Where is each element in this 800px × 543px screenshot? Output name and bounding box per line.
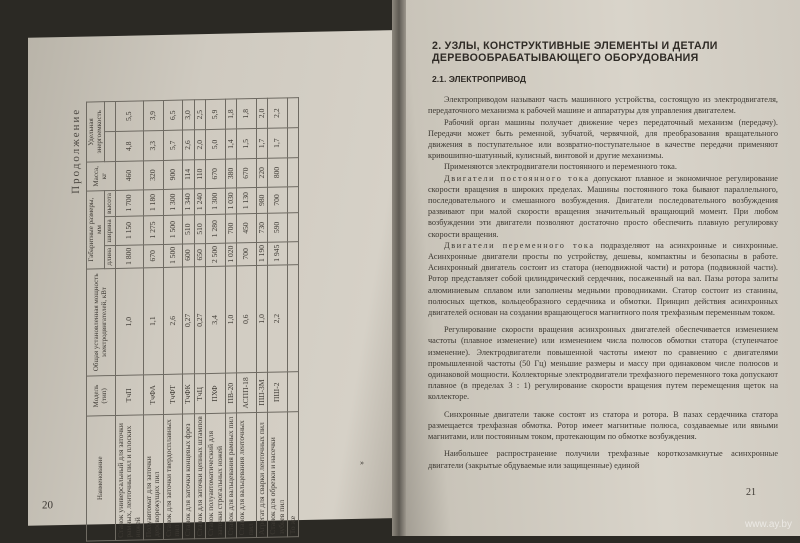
footnote-mark: » [360,457,364,467]
section-title: 2.1. ЭЛЕКТРОПРИВОД [432,74,527,84]
paragraph: Рабочий орган машины получает движение через передаточный механизм (передачу). Передачи может быть ременной, зубчатой, червячной, для преобразования вращательного движения в поступательное или возвратно-поступательное в качестве передачи применяют кривошипно-шатунный, кулисный, винтовой и другие механизмы. [428,117,778,161]
cell-mass: 110 [194,160,205,189]
cell-mass: 220 [256,158,267,187]
open-book [8,0,800,536]
cell-power: 1,0 [256,265,267,373]
table-row [194,100,205,539]
cell-length: 1 190 [256,242,267,265]
cell-height: 1 030 [225,188,236,214]
left-page [28,30,400,538]
col-length: длина [105,245,116,268]
term-ac-motors: Двигатели переменного тока [444,240,595,250]
cell-model: ТчФТ [163,374,183,414]
cell-model [287,372,298,412]
col-name: Наименование [87,415,116,541]
cell-length: 700 [237,242,257,265]
col-height: высота [105,190,116,216]
cell-width: 450 [237,213,257,242]
cell-model: ТчФК [183,374,194,414]
rotated-table-block [68,95,378,541]
cell-length: 650 [194,243,205,266]
cell-v1 [287,128,298,158]
cell-height: 1 340 [183,189,194,215]
cell-width: 1 500 [163,215,183,244]
cell-height: 1 300 [163,189,183,216]
table-row [256,98,267,537]
chapter-title: 2. УЗЛЫ, КОНСТРУКТИВНЫЕ ЭЛЕМЕНТЫ И ДЕТАЛИ ДЕРЕВООБРАБАТЫВАЮЩЕГО ОБОРУДОВАНИЯ [432,40,718,64]
cell-model: ТчЦ [194,374,205,414]
cell-name: Станок для заточки твердосплавных пил [163,414,183,539]
col-power: Общая установленная мощность электродвигателей, кВт [87,268,116,376]
book-gutter [392,0,406,536]
table-row [144,100,164,539]
cell-name: Агрегат для сварки ленточных пил [256,412,267,537]
page-number-left: 20 [42,499,53,512]
cell-v2: 2,2 [268,98,288,128]
cell-v1: 5,0 [206,129,226,159]
cell-width: 590 [268,213,288,242]
cell-height: 1 180 [144,189,164,216]
cell-power: 1,0 [225,266,236,374]
cell-v2: 3,9 [144,100,164,130]
cell-v1: 1,7 [256,128,267,158]
cell-power [287,264,298,372]
table-header-row [87,102,105,541]
col-v2 [105,101,116,131]
table-caption: Продолжение [70,107,82,194]
cell-mass: 380 [225,159,236,188]
cell-length: 1 800 [116,245,144,269]
cell-v2: 6,5 [163,100,183,130]
paragraph: Регулирование скорости вращения асинхронных двигателей обеспечивается изменением частоты (плавное изменение) или изменением числа полюсов обмотки статора (ступенчатое изменение). Электродвигатели повышенной частоты имеют по сравнению с двигателями промышленной частоты (50 Гц) меньшие размеры и массу при одинаковом числе полюсов и одинаковой мощности. Коллекторные электродвигатели трехфазного переменного тока допускают плавное (в пределах 3 : 1) регулирование скорости вращения путем перемещения щеток на коллекторе. [428,325,778,402]
cell-length: 670 [144,244,164,267]
cell-name: Полуавтомат для заточки дереворежущих пил [144,414,164,539]
cell-mass: 460 [116,161,144,190]
cell-power: 2,6 [163,267,183,375]
col-model: Модель (тип) [87,376,116,416]
col-productivity: Удельная энергоемкость [87,102,105,162]
cell-v2: 5,9 [206,99,226,129]
cell-v1: 1,4 [225,129,236,159]
cell-length: 600 [183,243,194,266]
cell-v2: 1,8 [225,99,236,129]
col-width: ширина [105,216,116,245]
cell-length: 1 020 [225,243,236,266]
cell-width: 1 150 [116,216,144,245]
paragraph: Наибольшее распространение получили трехфазные короткозамкнутые асинхронные двигатели (закрытые обдуваемые или защищенные) единой [428,449,778,470]
cell-power: 0,27 [194,266,205,374]
cell-mass: 114 [183,160,194,189]
cell-v2: 2,0 [256,98,267,128]
cell-mass [287,158,298,187]
cell-v1: 2,6 [183,130,194,160]
cell-length [287,241,298,264]
table-row [237,99,257,538]
cell-model: ТчП [116,375,144,415]
table-row [225,99,236,538]
paragraph [428,173,778,240]
cell-v2: 3,0 [183,100,194,130]
paragraph: Электроприводом называют часть машинного устройства, состоящую из электродвигателя, передаточного механизма к рабочей машине и аппаратуры для управления двигателем. [428,95,778,116]
cell-mass: 320 [144,161,164,190]
cell-power: 1,0 [116,268,144,376]
watermark: www.ay.by [744,519,792,530]
cell-v1: 1,7 [268,128,288,158]
col-mass: Масса, кг [87,162,116,191]
cell-width: 510 [194,215,205,244]
cell-model: ПВ-20 [225,373,236,413]
cell-length: 1 500 [163,244,183,267]
cell-width: 1 275 [144,215,164,244]
page-number-right: 21 [746,487,756,498]
cell-name: Станок полуавтоматический для заточки строгальных ножей [206,413,226,538]
cell-v2: 1,8 [237,99,257,129]
cell-height: 1 300 [206,188,226,215]
paragraph: Синхронные двигатели также состоят из статора и ротора. В пазах сердечника статора размещается трехфазная обмотка. Ротор имеет магнитные полюса, создаваемые или явными магнитами, или постоянным током, протекающим по обмотке возбуждения. [428,409,778,442]
right-page [398,0,800,536]
cell-width [287,213,298,242]
cell-power: 1,1 [144,267,164,375]
cell-v1: 2,0 [194,130,205,160]
cell-width: 700 [225,214,236,243]
cell-name: Станок для заточки концевых фрез [183,414,194,539]
cell-height: 1 700 [116,190,144,217]
cell-v1: 3,3 [144,131,164,161]
cell-name: Станок для вальцевания рамных пил [225,413,236,538]
cell-mass: 800 [268,158,288,187]
cell-width: 510 [183,215,194,244]
cell-name: Станок для обрезки и насечки зубьев пил [268,412,288,537]
paragraph: Применяются электродвигатели постоянного и переменного тока. [444,162,677,172]
table-row [116,101,144,541]
cell-height: 980 [256,187,267,213]
cell-model: ТчФА [144,375,164,415]
cell-v1: 1,5 [237,129,257,159]
equipment-table [86,97,299,541]
cell-mass: 670 [237,159,257,188]
cell-power: 0,6 [237,265,257,373]
cell-v1: 5,7 [163,130,183,160]
cell-model: ПШ-2 [268,372,288,412]
right-page-text [428,40,778,471]
cell-height: 700 [268,187,288,214]
table-row [183,100,194,539]
cell-v2: 2,5 [194,100,205,130]
table-row [287,98,298,537]
cell-mass: 670 [206,159,226,188]
cell-length: 2 500 [206,243,226,266]
cell-name: Станок для вальцевания ленточных пил [237,413,257,538]
term-dc-motors: Двигатели постоянного тока [444,173,590,183]
cell-name: Станок для заточки цепных штампов [194,414,205,539]
col-dimensions: Габаритные размеры, мм [87,190,105,268]
paragraph [428,240,778,318]
cell-length: 1 945 [268,241,288,264]
cell-name: То же [287,412,298,537]
cell-v1: 4,8 [116,131,144,162]
col-v1 [105,132,116,162]
cell-height: 1 130 [237,187,257,214]
cell-model: ПШ-3М [256,373,267,413]
cell-v2 [287,98,298,128]
table-row [268,98,288,537]
cell-width: 730 [256,213,267,242]
cell-v2: 5,5 [116,101,144,132]
cell-power: 3,4 [206,266,226,374]
cell-height [287,186,298,212]
cell-power: 0,27 [183,266,194,374]
table-row [163,100,183,539]
paragraph-body: допускают плавное и экономичное регулирование скорости вращения в широких пределах. Машины постоянного тока бывают параллельного, последовательного и смешанного возбуждения. Двигатели последовательного возбуждения развивают при малой скорости вращения значительный вращающий момент. При любом возбуждении эти двигатели позволяют достаточно просто обеспечить плавную регулировку скорости вращения. [428,173,778,239]
table-row [206,99,226,538]
cell-model: АСПП-18 [237,373,257,413]
cell-name: Станок универсальный для заточки рамных, ленточных пил и плоских ножей [116,415,144,541]
paragraph-body: подразделяют на асинхронные и синхронные. Асинхронные двигатели просты по устройству, дешевы, компактны и безопасны в работе. Асинхронный двигатель состоит из статора (неподвижной части) и ротора (подвижной части). Ротор представляет собой цилиндрический сердечник, посаженный на вал. Пазы ротора залиты алюминиевым сплавом или заполнены медными проводниками. Статор состоит из станины, полюсных щетков, кольцеобразного сердечника и обмотки. Принцип действия асинхронных двигателей основан на создании вращающегося магнитного поля трехфазным переменным током. [428,240,778,318]
cell-mass: 900 [163,160,183,189]
cell-model: ПХФ [206,374,226,414]
cell-power: 2,2 [268,264,288,372]
cell-height: 1 240 [194,188,205,214]
cell-width: 1 280 [206,214,226,243]
